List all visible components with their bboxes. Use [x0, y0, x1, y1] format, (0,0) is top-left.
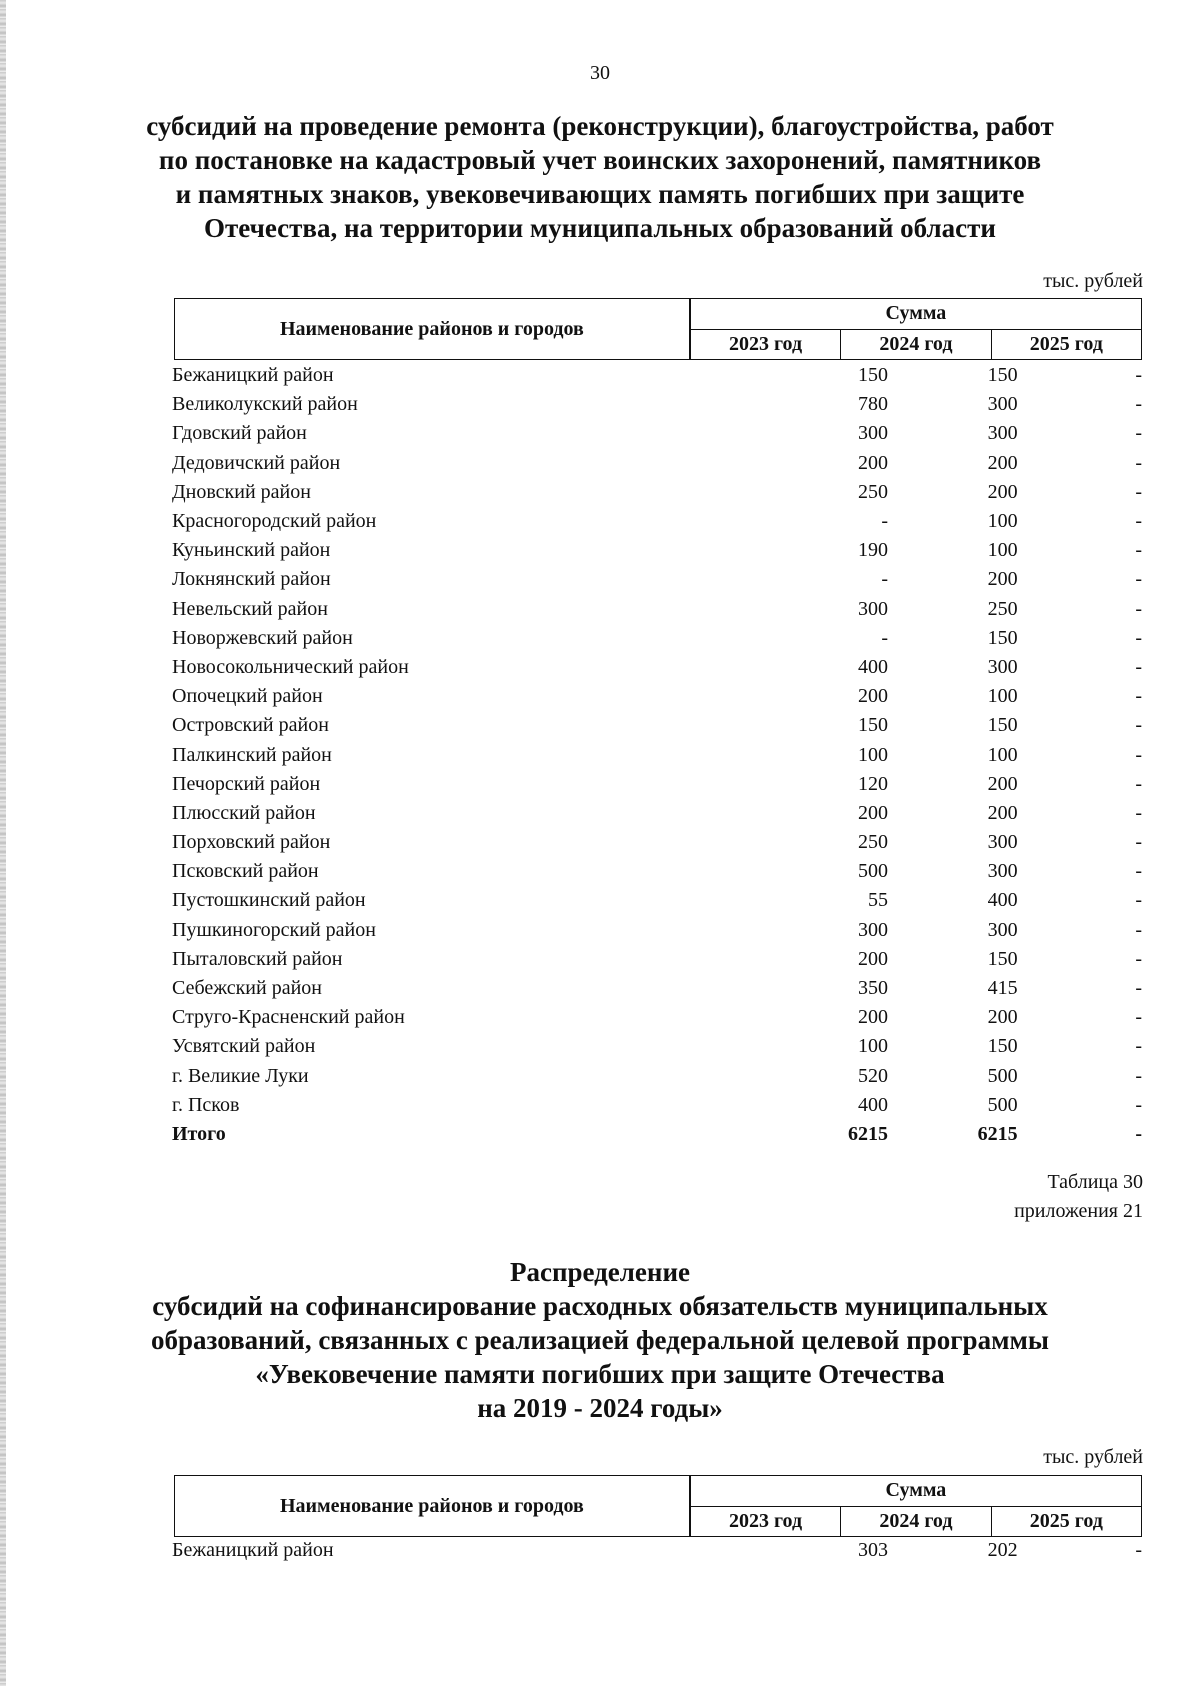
- value-2023: 300: [858, 918, 888, 941]
- value-2024: 500: [987, 1093, 1018, 1116]
- sum-column-header: Сумма: [690, 299, 1142, 330]
- value-2024: 300: [987, 831, 1018, 854]
- value-2023: 55: [868, 889, 888, 912]
- value-2024: 150: [987, 714, 1018, 737]
- year-2023-header: 2023 год: [690, 329, 841, 360]
- value-2025: -: [1135, 364, 1143, 387]
- value-2025: -: [1135, 1539, 1143, 1562]
- value-2024: 150: [987, 364, 1018, 387]
- value-2023: 303: [858, 1539, 888, 1562]
- year-2025-header: 2025 год: [991, 1506, 1141, 1537]
- year-2024-header: 2024 год: [841, 1506, 991, 1537]
- value-2023: 520: [858, 1064, 888, 1087]
- table-caption-number: Таблица 30: [1047, 1171, 1143, 1193]
- value-2025: -: [1135, 685, 1143, 708]
- value-2025: -: [1135, 831, 1143, 854]
- value-2024: 150: [987, 1035, 1018, 1058]
- value-2023: -: [881, 568, 888, 591]
- row-name: Печорский район: [172, 772, 321, 795]
- row-name: Островский район: [172, 714, 329, 737]
- sum-column-header: Сумма: [690, 1476, 1142, 1507]
- value-2024: 300: [987, 918, 1018, 941]
- value-2024: 400: [987, 889, 1018, 912]
- row-name: Великолукский район: [172, 393, 358, 416]
- row-name: Куньинский район: [172, 539, 331, 562]
- table-row: [172, 390, 1142, 419]
- name-column-header: Наименование районов и городов: [175, 299, 690, 360]
- value-2025: -: [1135, 801, 1143, 824]
- row-name: Бежаницкий район: [172, 364, 334, 387]
- year-2023-header: 2023 год: [690, 1506, 841, 1537]
- row-name: Псковский район: [172, 860, 319, 883]
- row-name: Новоржевский район: [172, 626, 353, 649]
- value-2025: -: [1135, 947, 1143, 970]
- value-2025: -: [1135, 510, 1143, 533]
- section1-table-header: [174, 298, 1142, 360]
- value-2025: -: [1135, 860, 1143, 883]
- value-2023: -: [881, 626, 888, 649]
- value-2023: -: [881, 510, 888, 533]
- value-2025: -: [1135, 422, 1143, 445]
- row-name: Струго-Красненский район: [172, 1006, 405, 1029]
- table-row: [172, 361, 1142, 390]
- value-2025: -: [1135, 655, 1143, 678]
- value-2024: 300: [987, 422, 1018, 445]
- row-name: Себежский район: [172, 977, 322, 1000]
- value-2025: -: [1135, 597, 1143, 620]
- value-2024: 150: [987, 626, 1018, 649]
- value-2023: 250: [858, 831, 888, 854]
- table-row: [172, 565, 1142, 594]
- table-row: [172, 507, 1142, 536]
- row-name: Красногородский район: [172, 510, 377, 533]
- scan-edge: [0, 0, 6, 1686]
- section2-heading-line: образований, связанных с реализацией федеральной целевой программы: [151, 1325, 1049, 1355]
- name-column-header: Наименование районов и городов: [175, 1476, 690, 1537]
- section2-units: тыс. рублей: [1043, 1446, 1143, 1468]
- value-2023: 780: [858, 393, 888, 416]
- value-2024: 200: [987, 801, 1018, 824]
- section2-heading-line: субсидий на софинансирование расходных обязательств муниципальных: [152, 1291, 1048, 1321]
- value-2024: 100: [987, 510, 1018, 533]
- row-name: Дедовичский район: [172, 451, 341, 474]
- value-2023: 100: [858, 1035, 888, 1058]
- table-caption-appendix: приложения 21: [1014, 1200, 1143, 1222]
- value-2024: 300: [987, 860, 1018, 883]
- table-caption: [1014, 1168, 1143, 1226]
- value-2024: 300: [987, 655, 1018, 678]
- row-name: Плюсский район: [172, 801, 316, 824]
- value-2025: -: [1135, 393, 1143, 416]
- section1-heading-line: и памятных знаков, увековечивающих память погибших при защите: [175, 179, 1025, 209]
- section2-heading-line: «Увековечение памяти погибших при защите Отечества: [255, 1359, 945, 1389]
- section1-heading-line: субсидий на проведение ремонта (реконструкции), благоустройства, работ: [146, 111, 1054, 141]
- row-name: Бежаницкий район: [172, 1539, 334, 1562]
- value-2023: 6215: [848, 1122, 888, 1145]
- value-2024: 250: [987, 597, 1018, 620]
- section2-heading-line: на 2019 - 2024 годы»: [477, 1393, 723, 1423]
- value-2024: 300: [987, 393, 1018, 416]
- value-2025: -: [1135, 1064, 1143, 1087]
- section2-heading-line: Распределение: [509, 1257, 691, 1287]
- value-2023: 200: [858, 1006, 888, 1029]
- row-name: Порховский район: [172, 831, 331, 854]
- section2-heading: [130, 1255, 1070, 1425]
- value-2023: 350: [858, 977, 888, 1000]
- table-row: [172, 1091, 1142, 1120]
- table-row: [172, 1032, 1142, 1061]
- row-name: Локнянский район: [172, 568, 331, 591]
- value-2025: -: [1135, 480, 1143, 503]
- value-2023: 100: [858, 743, 888, 766]
- table-row: [172, 1536, 1142, 1565]
- value-2023: 150: [858, 714, 888, 737]
- row-name: Гдовский район: [172, 422, 307, 445]
- table-row: [172, 624, 1142, 653]
- table-row: [172, 857, 1142, 886]
- table-row: [172, 1003, 1142, 1032]
- value-2023: 400: [858, 655, 888, 678]
- table-row: [172, 449, 1142, 478]
- row-name: Палкинский район: [172, 743, 332, 766]
- row-name: Пустошкинский район: [172, 889, 366, 912]
- table-row: [172, 682, 1142, 711]
- table-row: [172, 653, 1142, 682]
- value-2024: 200: [987, 772, 1018, 795]
- table-row: [172, 536, 1142, 565]
- value-2024: 415: [987, 977, 1018, 1000]
- section2-table-body: [172, 1536, 1142, 1565]
- value-2023: 200: [858, 947, 888, 970]
- value-2025: -: [1135, 772, 1143, 795]
- section1-heading: [130, 109, 1070, 245]
- row-name: Пушкиногорский район: [172, 918, 376, 941]
- value-2024: 500: [987, 1064, 1018, 1087]
- value-2023: 120: [858, 772, 888, 795]
- table-row: [172, 886, 1142, 915]
- value-2025: -: [1135, 626, 1143, 649]
- value-2024: 100: [987, 539, 1018, 562]
- table-row: [172, 595, 1142, 624]
- value-2024: 200: [987, 451, 1018, 474]
- table-row: [172, 974, 1142, 1003]
- table-row: [172, 711, 1142, 740]
- value-2023: 200: [858, 451, 888, 474]
- value-2024: 200: [987, 568, 1018, 591]
- page-number: 30: [590, 62, 610, 84]
- value-2023: 300: [858, 597, 888, 620]
- value-2025: -: [1135, 714, 1143, 737]
- value-2024: 200: [987, 1006, 1018, 1029]
- value-2025: -: [1135, 451, 1143, 474]
- value-2024: 100: [987, 743, 1018, 766]
- row-name: Новосокольнический район: [172, 655, 409, 678]
- row-name: Дновский район: [172, 480, 311, 503]
- value-2025: -: [1135, 1093, 1143, 1116]
- section1-heading-line: Отечества, на территории муниципальных образований области: [204, 213, 996, 243]
- value-2025: -: [1135, 977, 1143, 1000]
- section1-units: тыс. рублей: [1043, 270, 1143, 292]
- year-2025-header: 2025 год: [991, 329, 1141, 360]
- value-2024: 150: [987, 947, 1018, 970]
- value-2025: -: [1135, 568, 1143, 591]
- value-2025: -: [1135, 743, 1143, 766]
- value-2024: 200: [987, 480, 1018, 503]
- value-2023: 400: [858, 1093, 888, 1116]
- value-2024: 202: [987, 1539, 1018, 1562]
- value-2023: 150: [858, 364, 888, 387]
- table-total-row: [172, 1120, 1142, 1149]
- value-2025: -: [1135, 889, 1143, 912]
- table-row: [172, 828, 1142, 857]
- row-name: Усвятский район: [172, 1035, 316, 1058]
- row-name: г. Великие Луки: [172, 1064, 309, 1087]
- value-2023: 190: [858, 539, 888, 562]
- table-row: [172, 419, 1142, 448]
- value-2023: 200: [858, 801, 888, 824]
- value-2024: 6215: [977, 1122, 1018, 1145]
- section2-table-header: [174, 1475, 1142, 1537]
- value-2024: 100: [987, 685, 1018, 708]
- table-row: [172, 770, 1142, 799]
- table-row: [172, 916, 1142, 945]
- table-row: [172, 740, 1142, 769]
- table-row: [172, 799, 1142, 828]
- value-2025: -: [1135, 1035, 1143, 1058]
- value-2025: -: [1135, 1006, 1143, 1029]
- value-2025: -: [1135, 918, 1143, 941]
- year-2024-header: 2024 год: [841, 329, 991, 360]
- section1-heading-line: по постановке на кадастровый учет воинских захоронений, памятников: [158, 145, 1042, 175]
- value-2023: 500: [858, 860, 888, 883]
- row-name: Невельский район: [172, 597, 328, 620]
- row-name: Итого: [172, 1122, 226, 1145]
- value-2023: 300: [858, 422, 888, 445]
- table-row: [172, 478, 1142, 507]
- value-2025: -: [1135, 539, 1143, 562]
- value-2023: 250: [858, 480, 888, 503]
- row-name: г. Псков: [172, 1093, 240, 1116]
- value-2025: -: [1135, 1122, 1143, 1145]
- table-row: [172, 945, 1142, 974]
- row-name: Пыталовский район: [172, 947, 343, 970]
- section1-table-body: [172, 361, 1142, 1149]
- row-name: Опочецкий район: [172, 685, 323, 708]
- table-row: [172, 1062, 1142, 1091]
- value-2023: 200: [858, 685, 888, 708]
